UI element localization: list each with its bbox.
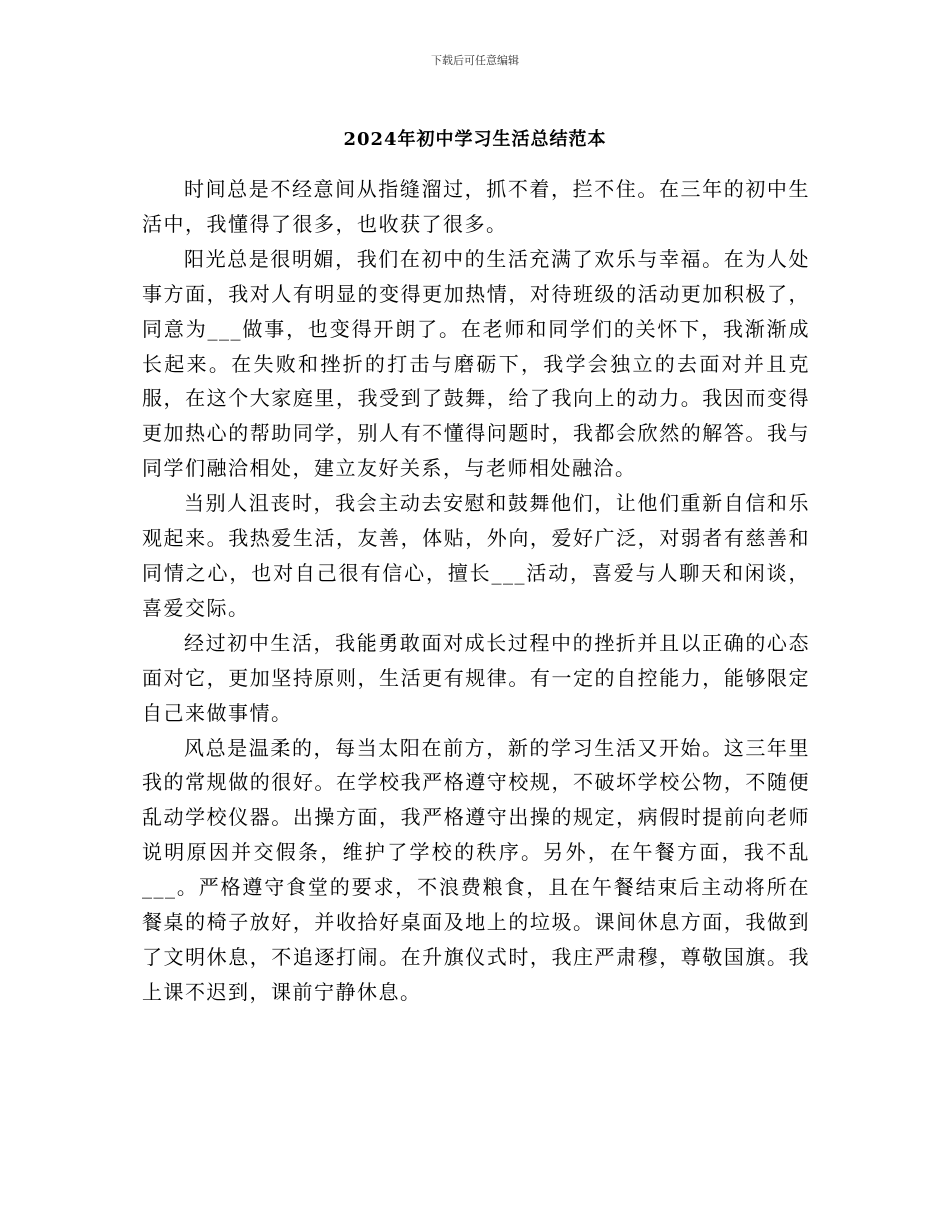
paragraph: 风总是温柔的，每当太阳在前方，新的学习生活又开始。这三年里我的常规做的很好。在学校我严格遵守校规，不破坏学校公物，不随便乱动学校仪器。出操方面，我严格遵守出操的规定，病假时提前向老师说明原因并交假条，维护了学校的秩序。另外，在午餐方面，我不乱___。严格遵守食堂的要求，不浪费粮食，且在午餐结束后主动将所在餐桌的椅子放好，并收拾好桌面及地上的垃圾。课间休息方面，我做到了文明休息，不追逐打闹。在升旗仪式时，我庄严肃穆，尊敬国旗。我上课不迟到，课前宁静休息。 — [142, 735, 810, 1004]
header-note: 下载后可任意编辑 — [431, 54, 519, 67]
paragraph: 当别人沮丧时，我会主动去安慰和鼓舞他们，让他们重新自信和乐观起来。我热爱生活，友善，体贴，外向，爱好广泛，对弱者有慈善和同情之心，也对自己很有信心，擅长___活动，喜爱与人聊天和闲谈，喜爱交际。 — [142, 491, 810, 620]
paragraph: 阳光总是很明媚，我们在初中的生活充满了欢乐与幸福。在为人处事方面，我对人有明显的变得更加热情，对待班级的活动更加积极了，同意为___做事，也变得开朗了。在老师和同学们的关怀下，我渐渐成长起来。在失败和挫折的打击与磨砺下，我学会独立的去面对并且克服，在这个大家庭里，我受到了鼓舞，给了我向上的动力。我因而变得更加热心的帮助同学，别人有不懂得问题时，我都会欣然的解答。我与同学们融洽相处，建立友好关系，与老师相处融洽。 — [142, 246, 810, 481]
document-body — [142, 172, 810, 1010]
paragraph: 经过初中生活，我能勇敢面对成长过程中的挫折并且以正确的心态面对它，更加坚持原则，生活更有规律。有一定的自控能力，能够限定自己来做事情。 — [142, 630, 810, 725]
document-title: 2024年初中学习生活总结范本 — [343, 129, 607, 150]
paragraph: 时间总是不经意间从指缝溜过，抓不着，拦不住。在三年的初中生活中，我懂得了很多，也收获了很多。 — [142, 177, 810, 236]
